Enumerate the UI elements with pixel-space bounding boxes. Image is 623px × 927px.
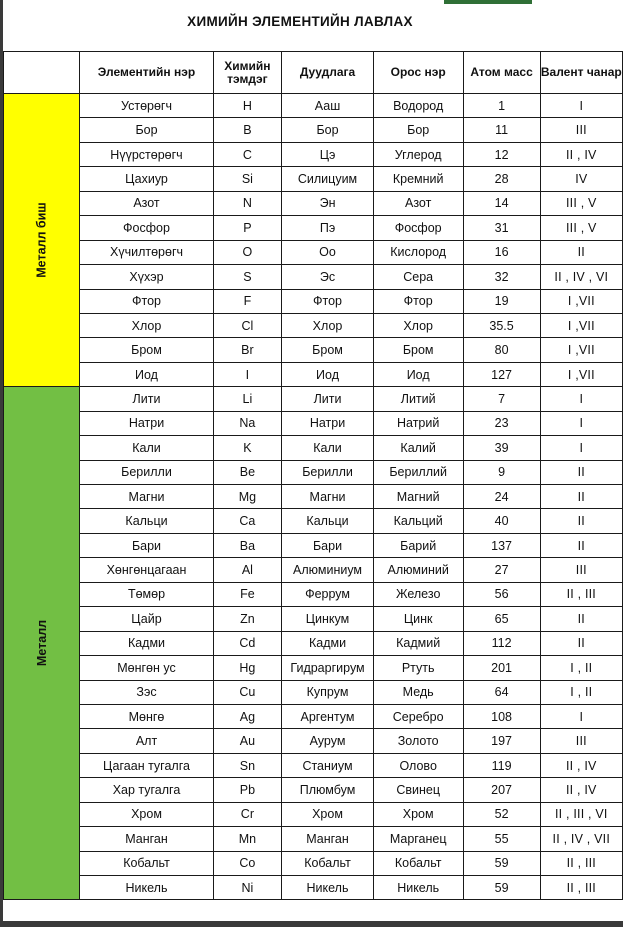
element-name-cell: Хөнгөнцагаан	[80, 558, 213, 582]
table-row	[4, 827, 623, 851]
table-row	[4, 680, 623, 704]
symbol-cell: Al	[213, 558, 282, 582]
element-name-cell: Азот	[80, 191, 213, 215]
pronunciation-cell: Пэ	[282, 216, 374, 240]
russian-name-cell: Золото	[373, 729, 463, 753]
element-name-cell: Фосфор	[80, 216, 213, 240]
element-name-cell: Иод	[80, 362, 213, 386]
atomic-mass-cell: 24	[463, 485, 540, 509]
element-name-cell: Кобальт	[80, 851, 213, 875]
elements-table	[3, 51, 623, 900]
valence-cell: III , V	[540, 216, 622, 240]
russian-name-cell: Литий	[373, 387, 463, 411]
russian-name-cell: Кремний	[373, 167, 463, 191]
symbol-cell: Ni	[213, 876, 282, 900]
element-name-cell: Хлор	[80, 313, 213, 337]
symbol-cell: P	[213, 216, 282, 240]
russian-name-cell: Кадмий	[373, 631, 463, 655]
column-header-name: Элементийн нэр	[80, 52, 213, 94]
symbol-cell: Ba	[213, 533, 282, 557]
pronunciation-cell: Феррум	[282, 582, 374, 606]
symbol-cell: C	[213, 142, 282, 166]
table-row	[4, 142, 623, 166]
atomic-mass-cell: 28	[463, 167, 540, 191]
russian-name-cell: Серебро	[373, 704, 463, 728]
table-row	[4, 876, 623, 900]
pronunciation-cell: Фтор	[282, 289, 374, 313]
element-name-cell: Бари	[80, 533, 213, 557]
table-row	[4, 265, 623, 289]
symbol-cell: Sn	[213, 753, 282, 777]
pronunciation-cell: Магни	[282, 485, 374, 509]
element-name-cell: Кадми	[80, 631, 213, 655]
pronunciation-cell: Гидраргирум	[282, 656, 374, 680]
pronunciation-cell: Натри	[282, 411, 374, 435]
pronunciation-cell: Эн	[282, 191, 374, 215]
page-title: ХИМИЙН ЭЛЕМЕНТИЙН ЛАВЛАХ	[187, 14, 413, 29]
pronunciation-cell: Бари	[282, 533, 374, 557]
symbol-cell: Cd	[213, 631, 282, 655]
pronunciation-cell: Ааш	[282, 94, 374, 118]
russian-name-cell: Фтор	[373, 289, 463, 313]
symbol-cell: Cu	[213, 680, 282, 704]
table-row	[4, 802, 623, 826]
valence-cell: II	[540, 533, 622, 557]
atomic-mass-cell: 56	[463, 582, 540, 606]
symbol-cell: B	[213, 118, 282, 142]
table-row	[4, 338, 623, 362]
element-name-cell: Хар тугалга	[80, 778, 213, 802]
symbol-cell: Mn	[213, 827, 282, 851]
pronunciation-cell: Кобальт	[282, 851, 374, 875]
element-name-cell: Нүүрстөрөгч	[80, 142, 213, 166]
russian-name-cell: Калий	[373, 436, 463, 460]
table-row	[4, 167, 623, 191]
valence-cell: I ,VII	[540, 289, 622, 313]
symbol-cell: Pb	[213, 778, 282, 802]
element-name-cell: Цайр	[80, 607, 213, 631]
group-label-text: Металл	[34, 620, 49, 667]
atomic-mass-cell: 12	[463, 142, 540, 166]
pronunciation-cell: Цинкум	[282, 607, 374, 631]
pronunciation-cell: Иод	[282, 362, 374, 386]
pronunciation-cell: Хром	[282, 802, 374, 826]
element-name-cell: Манган	[80, 827, 213, 851]
table-row	[4, 289, 623, 313]
table-row	[4, 94, 623, 118]
symbol-cell: Zn	[213, 607, 282, 631]
symbol-cell: Co	[213, 851, 282, 875]
russian-name-cell: Никель	[373, 876, 463, 900]
table-row	[4, 485, 623, 509]
valence-cell: II	[540, 240, 622, 264]
table-row	[4, 436, 623, 460]
element-name-cell: Магни	[80, 485, 213, 509]
top-accent-bar	[444, 0, 532, 4]
russian-name-cell: Бериллий	[373, 460, 463, 484]
russian-name-cell: Марганец	[373, 827, 463, 851]
valence-cell: IV	[540, 167, 622, 191]
russian-name-cell: Хлор	[373, 313, 463, 337]
valence-cell: II , III	[540, 876, 622, 900]
pronunciation-cell: Купрум	[282, 680, 374, 704]
table-row	[4, 631, 623, 655]
russian-name-cell: Иод	[373, 362, 463, 386]
element-name-cell: Фтор	[80, 289, 213, 313]
symbol-cell: K	[213, 436, 282, 460]
symbol-cell: Ag	[213, 704, 282, 728]
valence-cell: II , IV	[540, 753, 622, 777]
bottom-frame-border	[0, 921, 623, 927]
element-name-cell: Хүхэр	[80, 265, 213, 289]
symbol-cell: Br	[213, 338, 282, 362]
symbol-cell: O	[213, 240, 282, 264]
table-row	[4, 118, 623, 142]
russian-name-cell: Медь	[373, 680, 463, 704]
atomic-mass-cell: 1	[463, 94, 540, 118]
pronunciation-cell: Бром	[282, 338, 374, 362]
russian-name-cell: Кальций	[373, 509, 463, 533]
russian-name-cell: Барий	[373, 533, 463, 557]
pronunciation-cell: Берилли	[282, 460, 374, 484]
symbol-cell: S	[213, 265, 282, 289]
table-row	[4, 533, 623, 557]
valence-cell: I , II	[540, 656, 622, 680]
atomic-mass-cell: 52	[463, 802, 540, 826]
valence-cell: II , III	[540, 851, 622, 875]
element-name-cell: Зэс	[80, 680, 213, 704]
valence-cell: II , IV	[540, 142, 622, 166]
pronunciation-cell: Цэ	[282, 142, 374, 166]
table-row	[4, 313, 623, 337]
russian-name-cell: Олово	[373, 753, 463, 777]
element-name-cell: Лити	[80, 387, 213, 411]
table-row	[4, 387, 623, 411]
atomic-mass-cell: 197	[463, 729, 540, 753]
atomic-mass-cell: 112	[463, 631, 540, 655]
atomic-mass-cell: 7	[463, 387, 540, 411]
atomic-mass-cell: 127	[463, 362, 540, 386]
table-row	[4, 191, 623, 215]
valence-cell: II	[540, 485, 622, 509]
atomic-mass-cell: 65	[463, 607, 540, 631]
element-name-cell: Алт	[80, 729, 213, 753]
element-name-cell: Бор	[80, 118, 213, 142]
atomic-mass-cell: 31	[463, 216, 540, 240]
symbol-cell: F	[213, 289, 282, 313]
pronunciation-cell: Эс	[282, 265, 374, 289]
valence-cell: I	[540, 704, 622, 728]
pronunciation-cell: Никель	[282, 876, 374, 900]
russian-name-cell: Азот	[373, 191, 463, 215]
valence-cell: I ,VII	[540, 362, 622, 386]
table-row	[4, 509, 623, 533]
symbol-cell: N	[213, 191, 282, 215]
element-name-cell: Цагаан тугалга	[80, 753, 213, 777]
pronunciation-cell: Плюмбум	[282, 778, 374, 802]
element-name-cell: Кальци	[80, 509, 213, 533]
atomic-mass-cell: 27	[463, 558, 540, 582]
russian-name-cell: Фосфор	[373, 216, 463, 240]
element-name-cell: Хүчилтөрөгч	[80, 240, 213, 264]
element-name-cell: Мөнгөн ус	[80, 656, 213, 680]
pronunciation-cell: Алюминиум	[282, 558, 374, 582]
element-name-cell: Цахиур	[80, 167, 213, 191]
valence-cell: I	[540, 387, 622, 411]
element-name-cell: Кали	[80, 436, 213, 460]
atomic-mass-cell: 137	[463, 533, 540, 557]
pronunciation-cell: Силицуим	[282, 167, 374, 191]
valence-cell: III	[540, 118, 622, 142]
column-header-symbol: Химийн тэмдэг	[213, 52, 282, 94]
valence-cell: II , III	[540, 582, 622, 606]
valence-cell: III , V	[540, 191, 622, 215]
table-row	[4, 216, 623, 240]
russian-name-cell: Магний	[373, 485, 463, 509]
valence-cell: I ,VII	[540, 313, 622, 337]
valence-cell: II	[540, 631, 622, 655]
russian-name-cell: Натрий	[373, 411, 463, 435]
column-header-valence: Валент чанар	[540, 52, 622, 94]
symbol-cell: Ca	[213, 509, 282, 533]
atomic-mass-cell: 64	[463, 680, 540, 704]
atomic-mass-cell: 55	[463, 827, 540, 851]
symbol-cell: Fe	[213, 582, 282, 606]
table-row	[4, 851, 623, 875]
table-row	[4, 411, 623, 435]
table-row	[4, 582, 623, 606]
table-header-row	[4, 52, 623, 94]
column-header-russian: Орос нэр	[373, 52, 463, 94]
group-label-metal	[4, 387, 80, 900]
atomic-mass-cell: 14	[463, 191, 540, 215]
element-name-cell: Бром	[80, 338, 213, 362]
russian-name-cell: Бром	[373, 338, 463, 362]
atomic-mass-cell: 32	[463, 265, 540, 289]
russian-name-cell: Кислород	[373, 240, 463, 264]
table-row	[4, 753, 623, 777]
element-name-cell: Хром	[80, 802, 213, 826]
pronunciation-cell: Аурум	[282, 729, 374, 753]
symbol-cell: Au	[213, 729, 282, 753]
element-name-cell: Мөнгө	[80, 704, 213, 728]
symbol-cell: Cr	[213, 802, 282, 826]
atomic-mass-cell: 119	[463, 753, 540, 777]
atomic-mass-cell: 207	[463, 778, 540, 802]
pronunciation-cell: Станиум	[282, 753, 374, 777]
group-column-header	[4, 52, 80, 94]
column-header-mass: Атом масс	[463, 52, 540, 94]
symbol-cell: I	[213, 362, 282, 386]
valence-cell: II , IV	[540, 778, 622, 802]
russian-name-cell: Кобальт	[373, 851, 463, 875]
pronunciation-cell: Кали	[282, 436, 374, 460]
pronunciation-cell: Лити	[282, 387, 374, 411]
valence-cell: I , II	[540, 680, 622, 704]
table-body	[4, 94, 623, 900]
pronunciation-cell: Хлор	[282, 313, 374, 337]
symbol-cell: Si	[213, 167, 282, 191]
element-name-cell: Төмөр	[80, 582, 213, 606]
column-header-pronunciation: Дуудлага	[282, 52, 374, 94]
pronunciation-cell: Кадми	[282, 631, 374, 655]
pronunciation-cell: Аргентум	[282, 704, 374, 728]
pronunciation-cell: Бор	[282, 118, 374, 142]
atomic-mass-cell: 19	[463, 289, 540, 313]
symbol-cell: H	[213, 94, 282, 118]
atomic-mass-cell: 39	[463, 436, 540, 460]
russian-name-cell: Свинец	[373, 778, 463, 802]
valence-cell: III	[540, 558, 622, 582]
table-row	[4, 704, 623, 728]
table-row	[4, 778, 623, 802]
element-name-cell: Натри	[80, 411, 213, 435]
atomic-mass-cell: 11	[463, 118, 540, 142]
symbol-cell: Hg	[213, 656, 282, 680]
russian-name-cell: Углерод	[373, 142, 463, 166]
atomic-mass-cell: 59	[463, 851, 540, 875]
valence-cell: II , IV , VI	[540, 265, 622, 289]
valence-cell: I	[540, 94, 622, 118]
symbol-cell: Mg	[213, 485, 282, 509]
valence-cell: I ,VII	[540, 338, 622, 362]
element-name-cell: Устөрөгч	[80, 94, 213, 118]
valence-cell: I	[540, 436, 622, 460]
element-name-cell: Никель	[80, 876, 213, 900]
russian-name-cell: Водород	[373, 94, 463, 118]
valence-cell: I	[540, 411, 622, 435]
pronunciation-cell: Кальци	[282, 509, 374, 533]
russian-name-cell: Ртуть	[373, 656, 463, 680]
atomic-mass-cell: 23	[463, 411, 540, 435]
symbol-cell: Cl	[213, 313, 282, 337]
atomic-mass-cell: 35.5	[463, 313, 540, 337]
pronunciation-cell: Манган	[282, 827, 374, 851]
symbol-cell: Li	[213, 387, 282, 411]
russian-name-cell: Сера	[373, 265, 463, 289]
atomic-mass-cell: 201	[463, 656, 540, 680]
table-row	[4, 729, 623, 753]
table-row	[4, 460, 623, 484]
russian-name-cell: Хром	[373, 802, 463, 826]
valence-cell: II	[540, 509, 622, 533]
valence-cell: III	[540, 729, 622, 753]
pronunciation-cell: Оо	[282, 240, 374, 264]
table-row	[4, 362, 623, 386]
table-row	[4, 656, 623, 680]
valence-cell: II	[540, 460, 622, 484]
atomic-mass-cell: 16	[463, 240, 540, 264]
group-label-nonmetal	[4, 94, 80, 387]
table-row	[4, 240, 623, 264]
table-row	[4, 607, 623, 631]
atomic-mass-cell: 9	[463, 460, 540, 484]
valence-cell: II	[540, 607, 622, 631]
symbol-cell: Be	[213, 460, 282, 484]
element-name-cell: Берилли	[80, 460, 213, 484]
symbol-cell: Na	[213, 411, 282, 435]
valence-cell: II , III , VI	[540, 802, 622, 826]
group-label-text: Металл биш	[34, 202, 49, 278]
atomic-mass-cell: 108	[463, 704, 540, 728]
atomic-mass-cell: 40	[463, 509, 540, 533]
russian-name-cell: Цинк	[373, 607, 463, 631]
atomic-mass-cell: 59	[463, 876, 540, 900]
russian-name-cell: Бор	[373, 118, 463, 142]
russian-name-cell: Железо	[373, 582, 463, 606]
atomic-mass-cell: 80	[463, 338, 540, 362]
valence-cell: II , IV , VII	[540, 827, 622, 851]
russian-name-cell: Алюминий	[373, 558, 463, 582]
table-row	[4, 558, 623, 582]
